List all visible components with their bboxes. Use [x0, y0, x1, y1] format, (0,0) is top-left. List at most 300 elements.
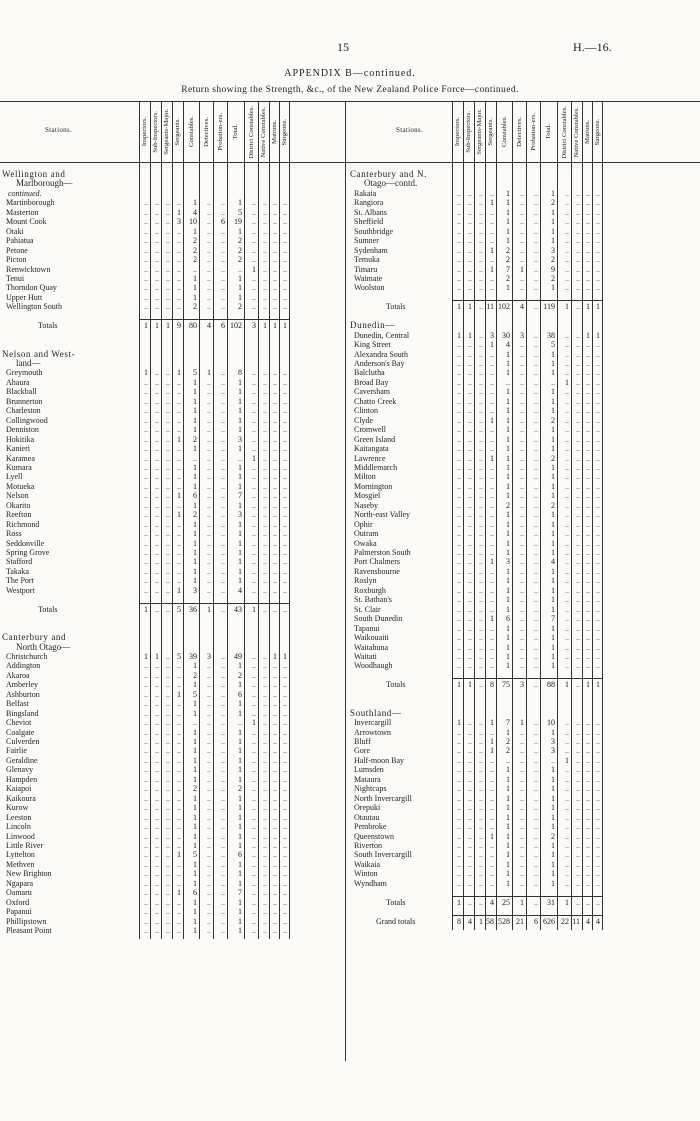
- right-value-cell: 1: [506, 850, 510, 860]
- right-row-label: Middlemarch: [354, 462, 398, 472]
- left-col-header: [269, 102, 279, 162]
- right-value-cell: ..: [520, 595, 524, 605]
- right-value-cell: 11: [486, 302, 494, 312]
- right-value-cell: ..: [534, 595, 538, 605]
- right-value-cell: 1: [506, 529, 510, 539]
- right-value-cell: ..: [586, 491, 590, 501]
- right-value-cell: ..: [468, 491, 472, 501]
- left-value-cell: ..: [166, 444, 170, 454]
- right-col-header: [474, 102, 485, 162]
- right-value-cell: ..: [586, 236, 590, 246]
- left-row-label: Glenavy: [6, 765, 34, 775]
- right-value-cell: ..: [576, 387, 580, 397]
- right-row-label: Totals: [386, 897, 406, 907]
- left-value-cell: ..: [221, 273, 225, 283]
- right-value-cell: 2: [506, 255, 510, 265]
- right-value-cell: ..: [596, 897, 600, 907]
- right-value-cell: ..: [468, 822, 472, 832]
- right-value-cell: ..: [520, 633, 524, 643]
- left-value-cell: ..: [273, 576, 277, 586]
- right-value-cell: ..: [586, 642, 590, 652]
- right-value-cell: ..: [457, 746, 461, 756]
- right-value-cell: ..: [490, 755, 494, 765]
- right-value-cell: 1: [551, 633, 555, 643]
- right-value-cell: ..: [565, 803, 569, 813]
- left-value-cell: ..: [273, 869, 277, 879]
- left-value-cell: ..: [155, 377, 159, 387]
- left-value-cell: ..: [177, 784, 181, 794]
- left-row-label: Cheviot: [6, 718, 32, 728]
- right-value-cell: ..: [586, 774, 590, 784]
- left-value-cell: ..: [283, 500, 287, 510]
- left-value-cell: 1: [193, 406, 197, 416]
- left-value-cell: 1: [193, 926, 197, 935]
- right-value-cell: 6: [534, 916, 538, 926]
- left-value-cell: ..: [177, 519, 181, 529]
- left-value-cell: ..: [155, 585, 159, 595]
- left-value-cell: ..: [273, 472, 277, 482]
- left-row-label: Culverden: [6, 737, 40, 746]
- left-value-cell: ..: [221, 793, 225, 803]
- left-row-label: Pleasant Point: [6, 926, 52, 935]
- right-value-cell: ..: [565, 226, 569, 236]
- right-value-cell: ..: [576, 415, 580, 425]
- left-value-cell: ..: [273, 755, 277, 765]
- left-value-cell: 9: [177, 321, 181, 331]
- left-value-cell: ..: [207, 680, 211, 690]
- right-value-cell: 1: [551, 850, 555, 860]
- right-value-cell: 1: [586, 330, 590, 340]
- left-value-cell: ..: [221, 812, 225, 822]
- left-value-cell: ..: [155, 604, 159, 614]
- header-bottom-rule: [0, 162, 700, 163]
- right-row-label: Orepuki: [354, 803, 381, 813]
- left-row-label: Canterbury and: [2, 632, 67, 643]
- right-value-cell: ..: [457, 803, 461, 813]
- left-value-cell: ..: [144, 245, 148, 255]
- right-value-cell: ..: [457, 557, 461, 567]
- left-value-cell: 1: [273, 651, 277, 661]
- right-value-cell: ..: [490, 188, 494, 198]
- col-header-text: Total.: [545, 124, 552, 140]
- right-row-label: Southbridge: [354, 226, 394, 236]
- left-value-cell: ..: [273, 604, 277, 614]
- left-value-cell: ..: [155, 850, 159, 860]
- left-value-cell: ..: [166, 434, 170, 444]
- left-value-cell: 1: [238, 377, 242, 387]
- left-value-cell: ..: [207, 576, 211, 586]
- right-value-cell: 1: [586, 302, 590, 312]
- right-value-cell: ..: [576, 755, 580, 765]
- right-value-cell: ..: [457, 850, 461, 860]
- right-value-cell: ..: [457, 633, 461, 643]
- left-value-cell: ..: [177, 699, 181, 709]
- left-value-cell: ..: [144, 727, 148, 737]
- right-value-cell: ..: [576, 198, 580, 208]
- left-value-cell: ..: [207, 916, 211, 926]
- left-row-label: Picton: [6, 255, 27, 265]
- right-value-cell: ..: [596, 217, 600, 227]
- left-value-cell: ..: [144, 746, 148, 756]
- left-value-cell: ..: [207, 434, 211, 444]
- left-row-label: Richmond: [6, 519, 40, 529]
- right-value-cell: ..: [565, 510, 569, 520]
- left-value-cell: ..: [252, 472, 256, 482]
- right-row-label: Grand totals: [376, 916, 416, 926]
- left-value-cell: 1: [177, 368, 181, 378]
- right-value-cell: ..: [468, 264, 472, 274]
- right-value-cell: 1: [551, 226, 555, 236]
- right-total-rule: [452, 678, 602, 679]
- right-value-cell: ..: [596, 793, 600, 803]
- right-value-cell: ..: [520, 793, 524, 803]
- right-value-cell: ..: [596, 500, 600, 510]
- right-value-cell: ..: [565, 737, 569, 746]
- right-value-cell: ..: [457, 822, 461, 832]
- left-value-cell: ..: [263, 670, 267, 680]
- left-value-cell: ..: [177, 236, 181, 246]
- right-col-header: [582, 102, 592, 162]
- right-col-header: [496, 102, 512, 162]
- right-value-cell: ..: [468, 255, 472, 265]
- right-value-cell: ..: [565, 349, 569, 359]
- right-value-cell: ..: [586, 604, 590, 614]
- right-value-cell: ..: [520, 472, 524, 482]
- left-value-cell: ..: [283, 718, 287, 728]
- right-value-cell: ..: [586, 264, 590, 274]
- left-value-cell: 1: [252, 264, 256, 274]
- right-row-label: South Invercargill: [354, 850, 412, 860]
- left-row-label: Motueka: [6, 481, 35, 491]
- left-value-cell: ..: [263, 377, 267, 387]
- right-value-cell: ..: [565, 859, 569, 869]
- left-value-cell: ..: [144, 661, 148, 671]
- right-value-cell: ..: [565, 283, 569, 293]
- left-value-cell: ..: [263, 548, 267, 557]
- right-value-cell: ..: [479, 538, 483, 548]
- right-value-cell: ..: [596, 850, 600, 860]
- right-value-cell: 3: [490, 330, 494, 340]
- left-value-cell: ..: [283, 746, 287, 756]
- left-value-cell: ..: [166, 822, 170, 832]
- left-value-cell: ..: [221, 283, 225, 293]
- left-row-label: Ashburton: [6, 689, 40, 699]
- left-value-cell: ..: [252, 566, 256, 576]
- right-value-cell: ..: [576, 623, 580, 633]
- right-value-cell: ..: [490, 623, 494, 633]
- right-row-label: Canterbury and N.: [350, 169, 427, 179]
- left-value-cell: ..: [263, 415, 267, 425]
- left-value-cell: ..: [252, 462, 256, 472]
- left-value-cell: ..: [177, 793, 181, 803]
- left-value-cell: ..: [252, 236, 256, 246]
- right-value-cell: ..: [534, 878, 538, 888]
- right-value-cell: ..: [576, 822, 580, 832]
- left-value-cell: ..: [252, 292, 256, 302]
- right-value-cell: ..: [596, 444, 600, 454]
- left-value-cell: ..: [166, 415, 170, 425]
- right-value-cell: ..: [565, 784, 569, 794]
- left-value-cell: ..: [273, 255, 277, 265]
- left-value-cell: ..: [166, 217, 170, 227]
- left-value-cell: ..: [207, 273, 211, 283]
- right-value-cell: 1: [506, 368, 510, 378]
- right-value-cell: ..: [479, 765, 483, 775]
- left-value-cell: ..: [155, 840, 159, 850]
- right-value-cell: ..: [457, 774, 461, 784]
- left-value-cell: ..: [273, 746, 277, 756]
- left-value-cell: ..: [221, 774, 225, 784]
- right-value-cell: ..: [576, 207, 580, 217]
- right-value-cell: 1: [490, 718, 494, 728]
- left-value-cell: ..: [273, 481, 277, 491]
- left-value-cell: ..: [155, 670, 159, 680]
- right-value-cell: ..: [586, 349, 590, 359]
- right-value-cell: ..: [534, 850, 538, 860]
- left-value-cell: 1: [238, 926, 242, 935]
- left-value-cell: ..: [207, 415, 211, 425]
- left-value-cell: ..: [263, 491, 267, 501]
- left-value-cell: 1: [238, 406, 242, 416]
- left-value-cell: 5: [177, 651, 181, 661]
- right-value-cell: ..: [565, 481, 569, 491]
- left-value-cell: ..: [283, 481, 287, 491]
- left-value-cell: ..: [273, 387, 277, 397]
- left-value-cell: ..: [273, 840, 277, 850]
- right-value-cell: ..: [534, 519, 538, 529]
- right-value-cell: ..: [576, 396, 580, 406]
- right-value-cell: ..: [565, 718, 569, 728]
- document-code: H.—16.: [573, 40, 612, 54]
- left-value-cell: ..: [155, 283, 159, 293]
- right-value-cell: ..: [490, 822, 494, 832]
- right-value-cell: 1: [506, 859, 510, 869]
- left-value-cell: ..: [155, 557, 159, 567]
- left-value-cell: ..: [166, 566, 170, 576]
- left-value-cell: ..: [144, 415, 148, 425]
- right-value-cell: ..: [576, 831, 580, 841]
- left-value-cell: ..: [263, 245, 267, 255]
- col-header-text: Native Constables.: [260, 106, 267, 158]
- right-value-cell: ..: [596, 236, 600, 246]
- right-value-cell: ..: [479, 349, 483, 359]
- right-value-cell: ..: [596, 585, 600, 595]
- left-value-cell: 1: [238, 481, 242, 491]
- left-value-cell: ..: [166, 425, 170, 435]
- left-value-cell: ..: [166, 481, 170, 491]
- left-value-cell: 80: [189, 321, 197, 331]
- left-value-cell: 1: [238, 869, 242, 879]
- right-value-cell: ..: [596, 340, 600, 350]
- right-value-cell: ..: [576, 226, 580, 236]
- left-value-cell: ..: [283, 396, 287, 406]
- right-total-rule: [452, 915, 602, 916]
- left-value-cell: ..: [252, 755, 256, 765]
- left-value-cell: ..: [221, 727, 225, 737]
- left-value-cell: 1: [238, 415, 242, 425]
- right-value-cell: 1: [490, 245, 494, 255]
- left-value-cell: 1: [193, 680, 197, 690]
- left-value-cell: 2: [193, 245, 197, 255]
- left-value-cell: ..: [252, 226, 256, 236]
- left-value-cell: 1: [193, 822, 197, 832]
- left-value-cell: ..: [144, 566, 148, 576]
- right-value-cell: ..: [520, 217, 524, 227]
- right-value-cell: ..: [551, 377, 555, 387]
- left-value-cell: ..: [283, 538, 287, 548]
- left-value-cell: ..: [144, 907, 148, 917]
- right-value-cell: ..: [586, 207, 590, 217]
- left-value-cell: ..: [252, 415, 256, 425]
- left-value-cell: ..: [207, 888, 211, 898]
- left-value-cell: ..: [283, 727, 287, 737]
- right-value-cell: 25: [502, 897, 510, 907]
- right-row-label: Waitati: [354, 651, 377, 661]
- left-value-cell: ..: [263, 462, 267, 472]
- right-value-cell: 1: [506, 510, 510, 520]
- left-value-cell: ..: [166, 878, 170, 888]
- left-value-cell: 3: [193, 585, 197, 595]
- right-value-cell: ..: [534, 529, 538, 539]
- left-value-cell: ..: [155, 217, 159, 227]
- right-value-cell: ..: [520, 188, 524, 198]
- right-value-cell: ..: [520, 207, 524, 217]
- left-row-label: Charleston: [6, 406, 41, 416]
- left-value-cell: ..: [155, 689, 159, 699]
- right-value-cell: 4: [520, 302, 524, 312]
- left-value-cell: 1: [238, 822, 242, 832]
- right-value-cell: ..: [534, 481, 538, 491]
- right-col-header: [452, 102, 463, 162]
- right-value-cell: 1: [457, 897, 461, 907]
- left-row-label: Otaki: [6, 226, 24, 236]
- left-value-cell: ..: [155, 396, 159, 406]
- left-col-header: [258, 102, 269, 162]
- right-row-label: Roxburgh: [354, 585, 386, 595]
- right-value-cell: ..: [468, 623, 472, 633]
- right-value-cell: 1: [551, 774, 555, 784]
- left-value-cell: ..: [263, 529, 267, 539]
- left-value-cell: 1: [207, 368, 211, 378]
- left-value-cell: 10: [189, 217, 197, 227]
- left-value-cell: 2: [193, 236, 197, 246]
- right-value-cell: ..: [479, 822, 483, 832]
- right-value-cell: ..: [479, 188, 483, 198]
- right-row-label: St. Bathan's: [354, 595, 392, 605]
- right-value-cell: 1: [506, 840, 510, 850]
- right-value-cell: ..: [490, 491, 494, 501]
- right-value-cell: ..: [520, 727, 524, 737]
- left-value-cell: ..: [207, 784, 211, 794]
- right-value-cell: ..: [596, 207, 600, 217]
- right-row-label: Cromwell: [354, 425, 386, 435]
- left-value-cell: 1: [193, 878, 197, 888]
- left-value-cell: 3: [238, 434, 242, 444]
- right-value-cell: 1: [565, 680, 569, 690]
- right-value-cell: 3: [520, 680, 524, 690]
- left-value-cell: ..: [252, 708, 256, 718]
- right-value-cell: ..: [534, 651, 538, 661]
- left-value-cell: ..: [155, 746, 159, 756]
- left-value-cell: 1: [177, 585, 181, 595]
- right-value-cell: ..: [457, 359, 461, 368]
- right-value-cell: ..: [596, 188, 600, 198]
- left-value-cell: ..: [207, 718, 211, 728]
- left-value-cell: ..: [263, 434, 267, 444]
- right-value-cell: 1: [506, 878, 510, 888]
- right-value-cell: ..: [534, 548, 538, 557]
- right-value-cell: 1: [506, 633, 510, 643]
- right-value-cell: ..: [479, 472, 483, 482]
- left-value-cell: ..: [207, 755, 211, 765]
- left-value-cell: ..: [221, 236, 225, 246]
- right-row-label: Dunedin, Central: [354, 330, 410, 340]
- right-value-cell: ..: [490, 784, 494, 794]
- right-value-cell: ..: [490, 878, 494, 888]
- left-value-cell: 1: [252, 453, 256, 463]
- left-value-cell: ..: [252, 273, 256, 283]
- right-value-cell: 1: [551, 812, 555, 822]
- right-value-cell: ..: [576, 633, 580, 643]
- left-value-cell: ..: [273, 236, 277, 246]
- right-value-cell: ..: [490, 500, 494, 510]
- left-row-label: Ahaura: [6, 377, 30, 387]
- left-value-cell: ..: [273, 462, 277, 472]
- right-value-cell: ..: [490, 510, 494, 520]
- left-value-cell: 1: [238, 387, 242, 397]
- right-value-cell: 1: [506, 774, 510, 784]
- left-value-cell: 1: [238, 916, 242, 926]
- right-row-label: Clyde: [354, 415, 374, 425]
- left-value-cell: 1: [238, 519, 242, 529]
- right-value-cell: 4: [596, 916, 600, 926]
- left-row-label: Collingwood: [6, 415, 48, 425]
- right-value-cell: 1: [551, 878, 555, 888]
- left-value-cell: ..: [177, 387, 181, 397]
- left-value-cell: ..: [144, 538, 148, 548]
- left-value-cell: ..: [252, 207, 256, 217]
- left-value-cell: ..: [144, 444, 148, 454]
- left-value-cell: ..: [155, 907, 159, 917]
- right-value-cell: 1: [596, 330, 600, 340]
- right-value-cell: ..: [468, 472, 472, 482]
- right-value-cell: ..: [479, 774, 483, 784]
- left-value-cell: 7: [238, 491, 242, 501]
- right-value-cell: 1: [565, 897, 569, 907]
- left-value-cell: ..: [252, 217, 256, 227]
- right-value-cell: ..: [576, 897, 580, 907]
- right-value-cell: ..: [586, 500, 590, 510]
- right-value-cell: ..: [520, 529, 524, 539]
- left-value-cell: ..: [252, 500, 256, 510]
- right-value-cell: 58: [486, 916, 494, 926]
- left-value-cell: ..: [166, 538, 170, 548]
- right-row-label: Kaitangata: [354, 444, 389, 454]
- left-value-cell: ..: [283, 604, 287, 614]
- right-value-cell: ..: [586, 444, 590, 454]
- right-value-cell: ..: [565, 746, 569, 756]
- left-value-cell: 1: [238, 283, 242, 293]
- right-value-cell: ..: [534, 491, 538, 501]
- right-value-cell: ..: [468, 538, 472, 548]
- col-header-text: Inspectors.: [141, 117, 148, 147]
- right-value-cell: ..: [468, 434, 472, 444]
- left-value-cell: 1: [193, 869, 197, 879]
- left-value-cell: ..: [283, 822, 287, 832]
- right-value-cell: ..: [565, 387, 569, 397]
- right-value-cell: ..: [576, 538, 580, 548]
- left-value-cell: ..: [221, 500, 225, 510]
